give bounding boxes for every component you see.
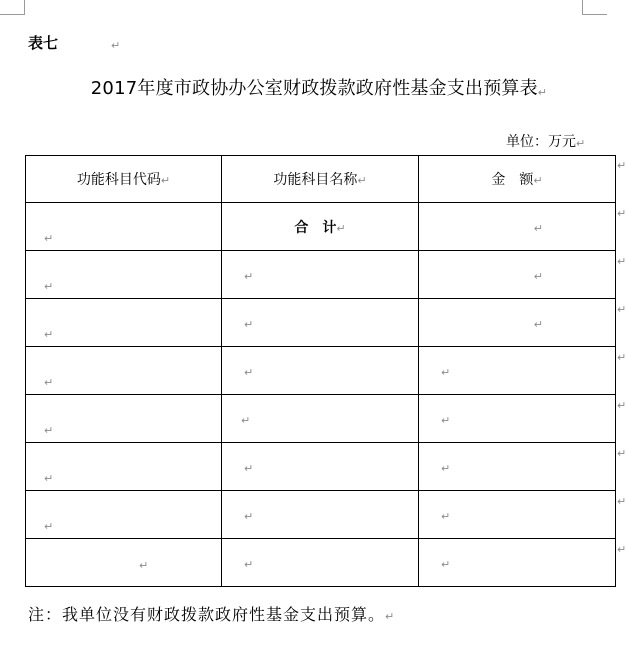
row-end-mark: ↵ [617,255,627,268]
table-cell[interactable] [419,491,616,539]
table-cell[interactable] [26,203,222,251]
document-title [0,74,638,100]
paragraph-mark: ↵ [244,510,254,523]
table-row [26,347,616,395]
row-end-mark: ↵ [617,447,627,460]
paragraph-mark: ↵ [244,462,254,475]
table-cell[interactable] [26,443,222,491]
table-cell[interactable] [222,347,419,395]
footnote [28,602,395,625]
row-end-mark: ↵ [617,207,627,220]
header-amount: 金 额 [491,172,534,188]
table-row [26,491,616,539]
table-cell[interactable] [419,443,616,491]
row-end-mark: ↵ [617,351,627,364]
paragraph-mark: ↵ [533,174,543,187]
paragraph-mark: ↵ [441,462,451,475]
footnote-text: 注：我单位没有财政拨款政府性基金支出预算。 [28,605,386,624]
row-end-mark: ↵ [617,303,627,316]
row-end-mark: ↵ [617,543,627,556]
paragraph-mark: ↵ [533,318,543,331]
paragraph-mark: ↵ [244,558,254,571]
table-cell[interactable] [222,299,419,347]
paragraph-mark: ↵ [533,270,543,283]
page-corner-mark-right [582,0,607,15]
row-end-mark: ↵ [617,495,627,508]
paragraph-mark: ↵ [441,414,451,427]
table-cell[interactable] [222,203,419,251]
page-corner-mark-left [0,0,25,15]
table-row [26,251,616,299]
header-code-cell [26,156,222,203]
paragraph-mark: ↵ [441,366,451,379]
paragraph-mark: ↵ [244,366,254,379]
paragraph-mark: ↵ [44,376,54,389]
paragraph-mark: ↵ [241,414,251,427]
paragraph-mark: ↵ [44,424,54,437]
unit-label [506,131,585,151]
table-number-label [28,32,58,53]
paragraph-mark: ↵ [44,328,54,341]
row-end-mark: ↵ [617,399,627,412]
table-cell[interactable] [26,251,222,299]
total-label [222,217,418,237]
table-cell[interactable] [222,443,419,491]
table-cell[interactable] [26,299,222,347]
paragraph-mark: ↵ [576,137,586,150]
table-header-row [26,156,616,203]
table-cell[interactable] [26,491,222,539]
header-code: 功能科目代码 [76,172,161,188]
unit-label-text: 单位：万元 [506,134,576,150]
header-name: 功能科目名称 [273,172,358,188]
budget-table [25,155,616,587]
paragraph-mark: ↵ [244,318,254,331]
paragraph-mark: ↵ [111,39,121,52]
table-cell[interactable] [26,539,222,587]
header-name-cell [222,156,419,203]
table-cell[interactable] [222,491,419,539]
paragraph-mark: ↵ [533,222,543,235]
paragraph-mark: ↵ [44,280,54,293]
paragraph-mark: ↵ [537,86,548,99]
table-number-text: 表七 [28,34,59,52]
table-cell[interactable] [222,251,419,299]
table-row [26,299,616,347]
paragraph-mark: ↵ [160,174,171,187]
table-cell[interactable] [26,347,222,395]
table-row [26,443,616,491]
table-cell[interactable] [419,203,616,251]
document-title-text: 2017年度市政协办公室财政拨款政府性基金支出预算表 [90,78,538,99]
table-cell[interactable] [222,539,419,587]
table-cell[interactable] [419,251,616,299]
table-row [26,539,616,587]
table-cell[interactable] [419,539,616,587]
paragraph-mark: ↵ [441,558,451,571]
paragraph-mark: ↵ [385,610,396,623]
table-cell[interactable] [419,395,616,443]
header-amount-cell [419,156,616,203]
table-cell[interactable] [26,395,222,443]
paragraph-mark: ↵ [441,510,451,523]
paragraph-mark: ↵ [44,520,54,533]
paragraph-mark: ↵ [336,221,346,235]
paragraph-mark: ↵ [357,174,367,187]
table-cell[interactable] [419,347,616,395]
paragraph-mark: ↵ [139,559,149,572]
paragraph-mark: ↵ [44,472,54,485]
table-cell[interactable] [419,299,616,347]
paragraph-mark: ↵ [244,270,254,283]
table-cell[interactable] [222,395,419,443]
table-row-total [26,203,616,251]
table-row [26,395,616,443]
paragraph-mark: ↵ [44,232,54,245]
row-end-mark: ↵ [617,159,627,172]
total-label-text: 合 计 [294,219,337,236]
